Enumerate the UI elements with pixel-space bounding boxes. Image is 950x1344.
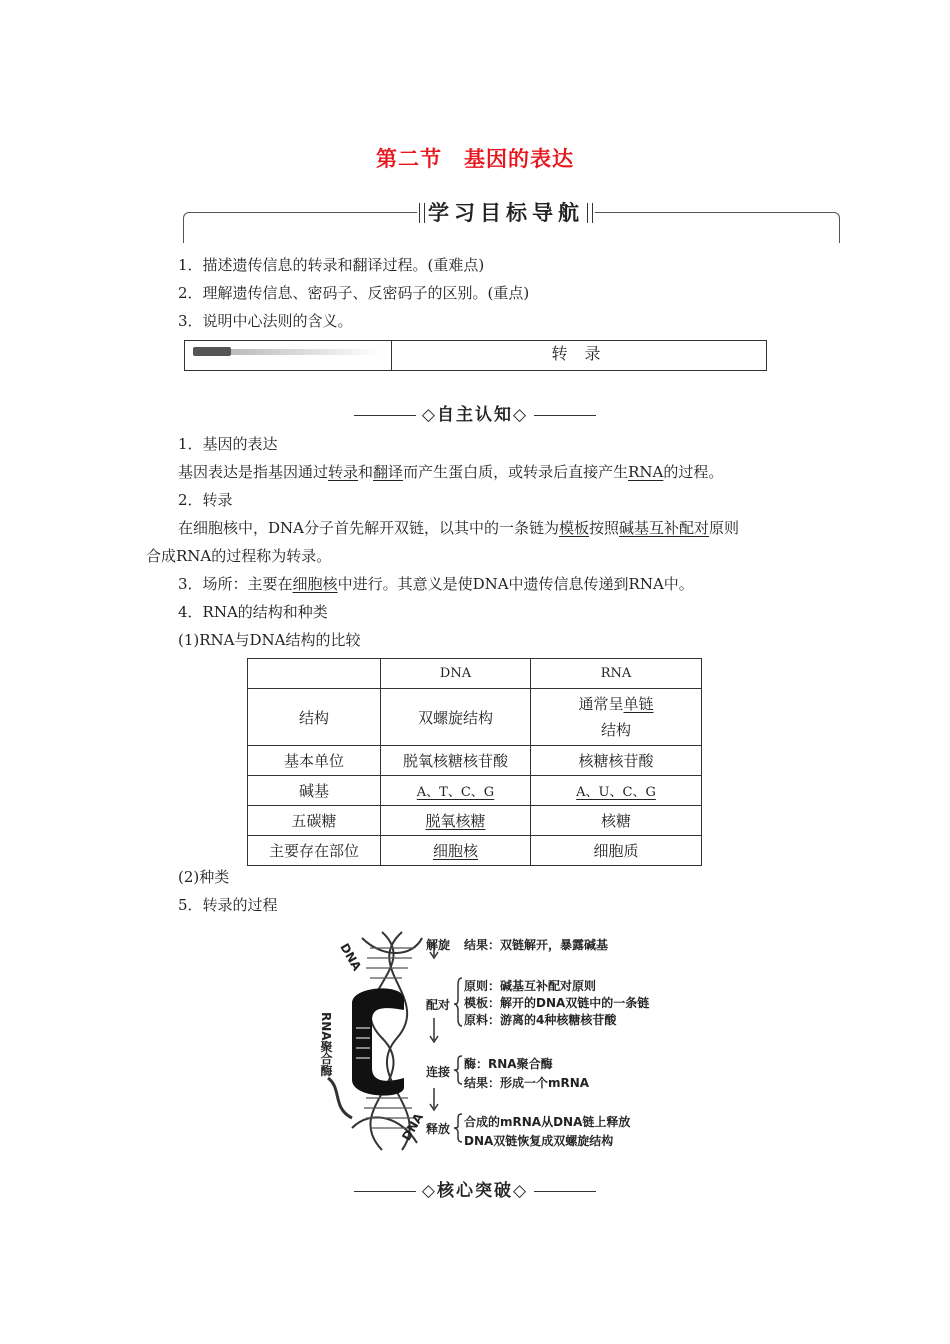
step-unwind-result: 结果：双链解开，暴露碱基: [464, 938, 609, 952]
section-title: 核心突破: [437, 1181, 513, 1201]
table-cell: A、U、C、G: [531, 776, 702, 806]
section-rule-right: [534, 415, 596, 416]
table-row: [248, 659, 702, 689]
knowledge-point-box: [184, 340, 767, 371]
table-cell: 细胞核: [381, 836, 531, 866]
table-row: [248, 806, 702, 836]
table-cell: 碱基: [248, 776, 381, 806]
dna-label-bottom: DNA: [399, 1110, 427, 1144]
step-pair: 配对: [426, 998, 451, 1012]
knowledge-tag-cell: [185, 341, 392, 370]
knowledge-topic: 转 录: [551, 344, 607, 363]
subheading-comparison: (1)RNA与DNA结构的比较: [178, 631, 361, 649]
page-title: 第二节 基因的表达: [376, 146, 574, 171]
knowledge-tag-fade: [231, 349, 381, 355]
transcription-diagram: [319, 928, 662, 1156]
step-pair-template: 模板：解开的DNA双链中的一条链: [464, 996, 650, 1010]
table-cell: 核糖核苷酸: [531, 746, 702, 776]
dna-label-top: DNA: [337, 940, 365, 974]
paragraph-transcription-2: 合成RNA的过程称为转录。: [146, 547, 332, 565]
rna-polymerase-label: RNA聚合酶: [319, 1012, 333, 1077]
table-cell: [248, 659, 381, 689]
objective-1: 1．描述遗传信息的转录和翻译过程。(重难点): [178, 256, 485, 274]
step-connect-enzyme: 酶：RNA聚合酶: [464, 1057, 553, 1071]
table-cell: 双螺旋结构: [381, 689, 531, 746]
section-rule-left: [354, 1191, 416, 1192]
section-title: 自主认知: [437, 405, 513, 425]
table-cell: 脱氧核糖: [381, 806, 531, 836]
objective-3: 3．说明中心法则的含义。: [178, 312, 353, 330]
section-heading-autonomous: ◇自主认知◇: [0, 400, 950, 425]
step-connect-result: 结果：形成一个mRNA: [464, 1076, 590, 1090]
table-header-rna: RNA: [531, 659, 702, 689]
section-rule-right: [534, 1191, 596, 1192]
objective-2: 2．理解遗传信息、密码子、反密码子的区别。(重点): [178, 284, 530, 302]
heading-transcription-process: 5．转录的过程: [178, 896, 278, 914]
table-cell: 通常呈单链 结构: [531, 689, 702, 746]
knowledge-tag-badge: [193, 347, 231, 356]
table-cell: 核糖: [531, 806, 702, 836]
step-release: 释放: [426, 1122, 451, 1136]
step-release-1: 合成的mRNA从DNA链上释放: [464, 1115, 631, 1129]
table-cell: 细胞质: [531, 836, 702, 866]
table-cell: 基本单位: [248, 746, 381, 776]
table-cell: 结构: [248, 689, 381, 746]
comparison-table: [247, 658, 702, 866]
table-row: [248, 836, 702, 866]
table-row: [248, 746, 702, 776]
paragraph-transcription-1: 在细胞核中，DNA分子首先解开双链，以其中的一条链为模板按照碱基互补配对原则: [178, 519, 740, 537]
paragraph-location: 3．场所：主要在细胞核中进行。其意义是使DNA中遗传信息传递到RNA中。: [178, 575, 694, 593]
step-release-2: DNA双链恢复成双螺旋结构: [464, 1134, 614, 1148]
table-cell: A、T、C、G: [381, 776, 531, 806]
banner-label: 学习目标导航: [417, 198, 595, 228]
paragraph-gene-expression: 基因表达是指基因通过转录和翻译而产生蛋白质，或转录后直接产生RNA的过程。: [178, 463, 724, 481]
table-row: [248, 776, 702, 806]
step-pair-principle: 原则：碱基互补配对原则: [464, 979, 597, 993]
rna-polymerase-shape: [352, 988, 404, 1095]
section-heading-core: ◇核心突破◇: [0, 1176, 950, 1201]
table-header-dna: DNA: [381, 659, 531, 689]
table-cell: 脱氧核糖核苷酸: [381, 746, 531, 776]
step-pair-material: 原料：游离的4种核糖核苷酸: [464, 1013, 617, 1027]
step-connect: 连接: [426, 1065, 451, 1079]
table-cell: 主要存在部位: [248, 836, 381, 866]
table-cell: 五碳糖: [248, 806, 381, 836]
heading-gene-expression: 1．基因的表达: [178, 435, 278, 453]
subheading-types: (2)种类: [178, 868, 230, 886]
step-unwind: 解旋: [426, 938, 451, 952]
section-rule-left: [354, 415, 416, 416]
heading-transcription: 2．转录: [178, 491, 233, 509]
table-row: [248, 689, 702, 746]
heading-rna-structure: 4．RNA的结构和种类: [178, 603, 328, 621]
